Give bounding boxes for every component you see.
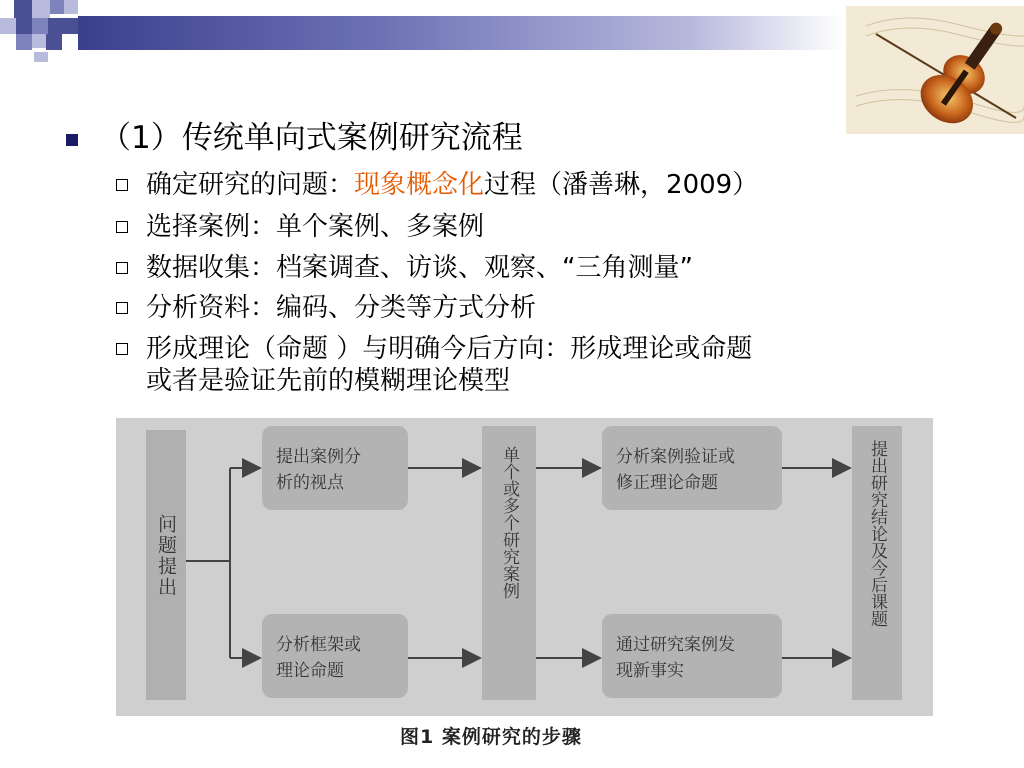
hollow-square-bullet-icon	[116, 302, 128, 314]
figure-caption: 图1 案例研究的步骤	[400, 726, 582, 748]
deco-square	[64, 0, 78, 14]
list-item: 分析资料：编码、分类等方式分析	[146, 293, 537, 323]
title-text: 传统单向式案例研究流程	[181, 120, 523, 156]
lower-right-text-1: 通过研究案例发	[616, 635, 735, 655]
hollow-square-bullet-icon	[116, 221, 128, 233]
end-label: 提出研究结论及今后课题	[867, 440, 887, 627]
header-gradient-bar	[78, 16, 844, 50]
deco-square	[32, 18, 48, 34]
deco-square	[0, 18, 16, 34]
upper-right-box	[602, 426, 782, 510]
slide-title	[100, 118, 523, 158]
list-item-continuation: 或者是验证先前的模糊理论模型	[146, 366, 511, 396]
list-item: 形成理论（命题 ）与明确今后方向：形成理论或命题	[146, 334, 753, 364]
list-item: 数据收集：档案调查、访谈、观察、“三角测量”	[146, 253, 693, 283]
list-item-text: 过程（潘善琳，2009）	[484, 170, 759, 200]
start-label: 问题提出	[155, 514, 177, 598]
lower-left-text-2: 理论命题	[276, 661, 344, 681]
list-item	[146, 169, 758, 201]
lower-right-box	[602, 614, 782, 698]
upper-left-box	[262, 426, 408, 510]
list-item-text: 确定研究的问题：	[146, 170, 355, 200]
lower-right-text-2: 现新事实	[616, 661, 684, 681]
case-study-flow-diagram	[116, 418, 933, 716]
deco-square	[16, 34, 32, 50]
highlighted-text: 现象概念化	[354, 170, 485, 200]
list-item: 选择案例：单个案例、多案例	[146, 212, 485, 242]
deco-square	[46, 34, 62, 50]
middle-label: 单个或多个研究案例	[499, 446, 519, 599]
deco-square	[32, 0, 50, 18]
upper-left-text-2: 析的视点	[276, 473, 344, 493]
hollow-square-bullet-icon	[116, 262, 128, 274]
upper-right-text-1: 分析案例验证或	[616, 447, 735, 467]
violin-image	[846, 6, 1024, 134]
deco-square	[32, 34, 46, 48]
lower-left-box	[262, 614, 408, 698]
hollow-square-bullet-icon	[116, 179, 128, 191]
deco-square	[48, 18, 78, 34]
deco-square	[34, 52, 48, 62]
deco-square	[16, 18, 32, 34]
upper-right-text-2: 修正理论命题	[616, 473, 718, 493]
title-prefix: （1）	[100, 120, 182, 156]
lower-left-text-1: 分析框架或	[276, 635, 361, 655]
deco-square	[14, 0, 32, 18]
deco-square	[50, 0, 64, 14]
upper-left-text-1: 提出案例分	[276, 447, 361, 467]
square-bullet-icon	[66, 134, 78, 146]
hollow-square-bullet-icon	[116, 343, 128, 355]
